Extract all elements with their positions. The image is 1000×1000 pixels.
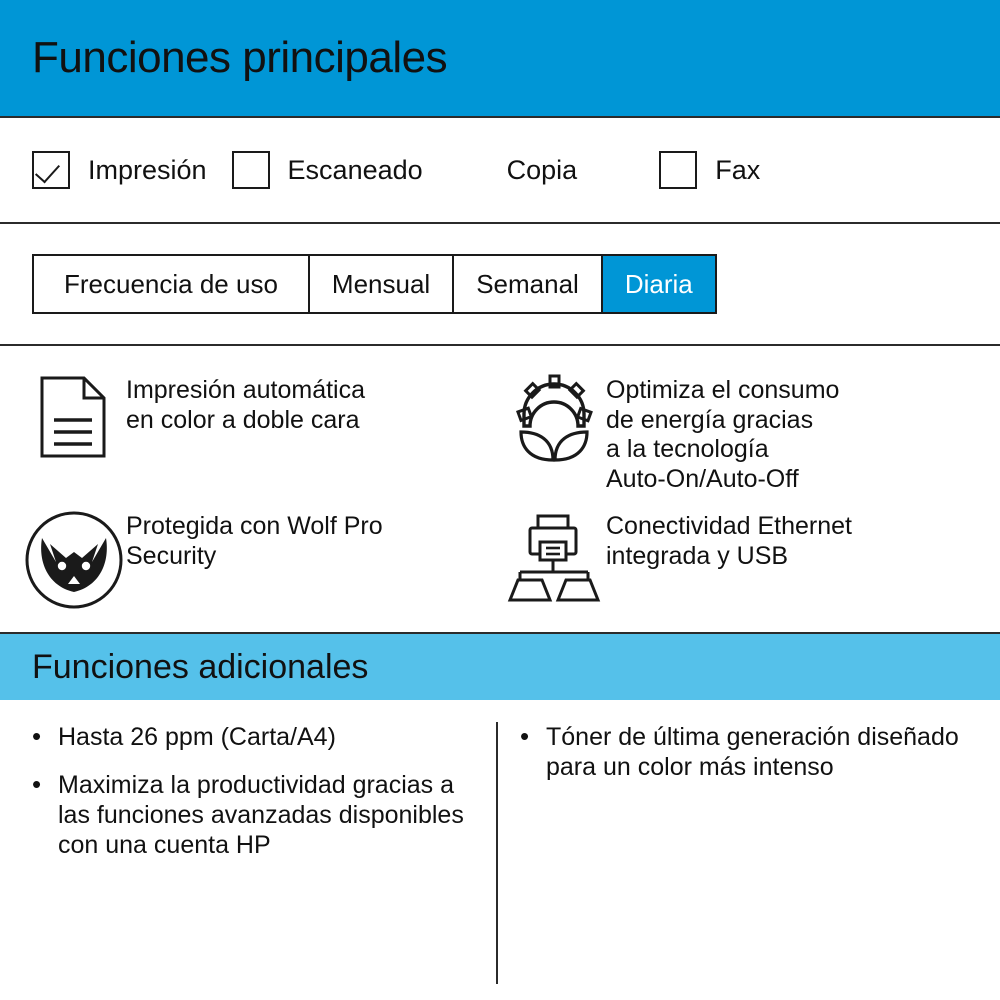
checkbox-empty-icon[interactable]	[232, 151, 270, 189]
bullet-text: Maximiza la productividad gracias a las funciones avanzadas disponibles con una cuenta HP	[58, 771, 464, 859]
bullet-dot-icon: •	[520, 721, 530, 751]
list-item	[32, 722, 476, 752]
bullets-left-column	[0, 722, 498, 984]
eco-gear-icon	[502, 372, 606, 466]
bullet-dot-icon: •	[32, 769, 42, 799]
feature-text: Impresión automática en color a doble cara	[126, 376, 366, 434]
checkbox-checked-icon[interactable]	[32, 151, 70, 189]
frequency-table	[32, 254, 717, 314]
list-item	[520, 722, 980, 782]
feature-wolf-pro-security	[0, 508, 480, 610]
bullets-right-column	[498, 722, 1000, 984]
feature-duplex-print	[0, 372, 480, 494]
function-label: Copia	[506, 154, 578, 185]
features-grid	[0, 346, 1000, 632]
function-label: Impresión	[88, 154, 207, 185]
functions-row	[0, 118, 1000, 222]
duplex-page-icon	[22, 372, 126, 460]
function-item-copia	[507, 155, 578, 186]
network-printer-icon	[502, 508, 606, 604]
wolf-security-icon	[22, 508, 126, 610]
frequency-option-mensual[interactable]: Mensual	[310, 256, 454, 312]
bullet-dot-icon: •	[32, 721, 42, 751]
additional-bullets	[0, 700, 1000, 984]
page-title: Funciones principales	[32, 33, 448, 82]
additional-header-banner	[0, 634, 1000, 700]
list-item	[32, 770, 476, 860]
frequency-option-diaria[interactable]: Diaria	[603, 256, 715, 312]
feature-ethernet-usb	[480, 508, 1000, 610]
frequency-row	[0, 224, 1000, 344]
feature-energy-optimization	[480, 372, 1000, 494]
function-item-impresion[interactable]	[32, 151, 207, 189]
function-item-escaneado[interactable]	[232, 151, 423, 189]
frequency-option-semanal[interactable]: Semanal	[454, 256, 603, 312]
function-label: Escaneado	[287, 154, 423, 185]
feature-text: Optimiza el consumo de energía gracias a la tecnología Auto-On/Auto-Off	[606, 376, 840, 493]
frequency-label-cell: Frecuencia de uso	[34, 256, 310, 312]
additional-title: Funciones adicionales	[32, 648, 369, 686]
function-item-fax[interactable]	[659, 151, 760, 189]
bullet-text: Tóner de última generación diseñado para un color más intenso	[546, 723, 959, 781]
checkbox-empty-icon[interactable]	[659, 151, 697, 189]
feature-text: Protegida con Wolf Pro Security	[126, 512, 383, 570]
main-header-banner	[0, 0, 1000, 116]
function-label: Fax	[715, 154, 761, 185]
bullet-text: Hasta 26 ppm (Carta/A4)	[58, 723, 336, 751]
feature-text: Conectividad Ethernet integrada y USB	[606, 512, 852, 570]
